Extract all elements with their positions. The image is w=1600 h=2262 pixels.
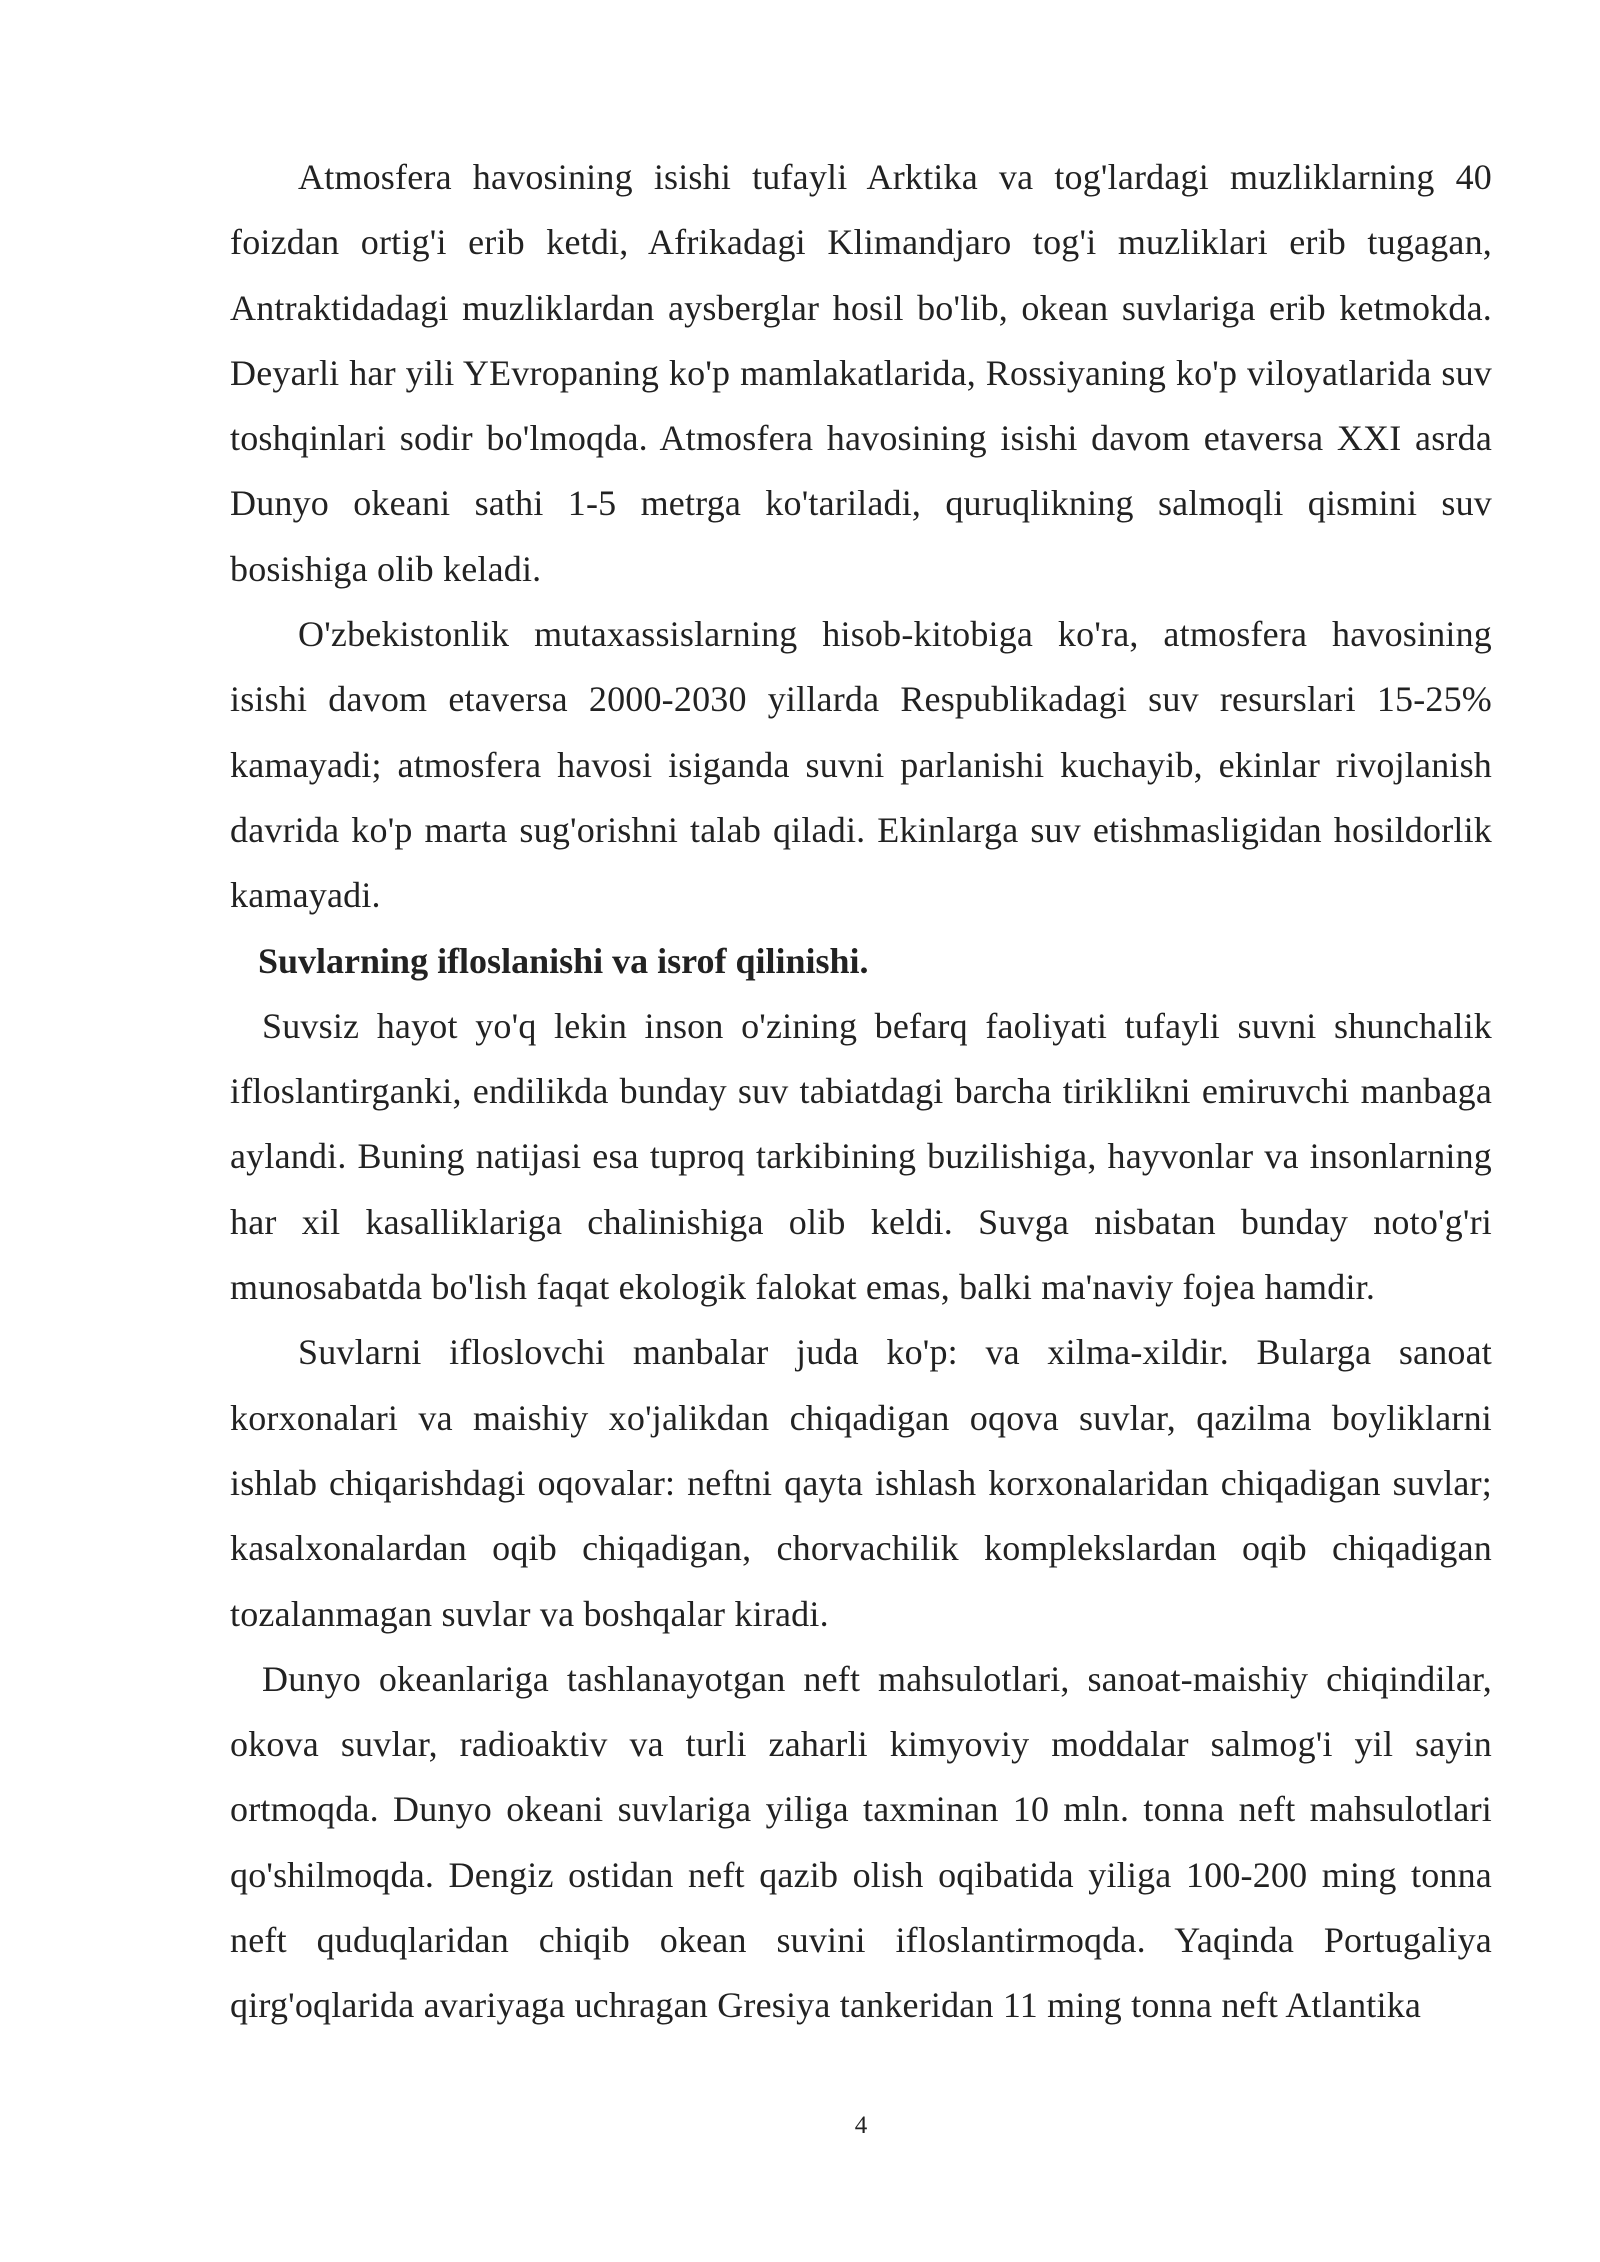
paragraph-uzbek-water-resources: O'zbekistonlik mutaxassislarning hisob-kitobiga ko'ra, atmosfera havosining isishi davom etaversa 2000-2030 yillarda Respublikadagi suv resurslari 15-25% kamayadi; atmosfera havosi isiganda suvni parlanishi kuchayib, ekinlar rivojlanish davrida ko'p marta sug'orishni talab qiladi. Ekinlarga suv etishmasligidan hosildorlik kamayadi.	[230, 614, 1492, 916]
paragraph-pollution-sources: Suvlarni ifloslovchi manbalar juda ko'p: va xilma-xildir. Bularga sanoat korxonalari va maishiy xo'jalikdan chiqadigan oqova suvlar, qazilma boyliklarni ishlab chiqarishdagi oqovalar: neftni qayta ishlash korxonalaridan chiqadigan suvlar; kasalxonalardan oqib chiqadigan, chorvachilik komplekslardan oqib chiqadigan tozalanmagan suvlar va boshqalar kiradi.	[230, 1332, 1492, 1634]
paragraph-water-pollution: Suvsiz hayot yo'q lekin inson o'zining befarq faoliyati tufayli suvni shunchalik ifloslantirganki, endilikda bunday suv tabiatdagi barcha tiriklikni emiruvchi manbaga aylandi. Buning natijasi esa tuproq tarkibining buzilishiga, hayvonlar va insonlarning har xil kasalliklariga chalinishiga olib keldi. Suvga nisbatan bunday noto'g'ri munosabatda bo'lish faqat ekologik falokat emas, balki ma'naviy fojea hamdir.	[230, 1005, 1492, 1308]
section-heading: Suvlarning ifloslanishi va isrof qilinishi.	[258, 940, 869, 981]
page-number: 4	[854, 2112, 868, 2139]
paragraph-climate-glaciers: Atmosfera havosining isishi tufayli Arktika va tog'lardagi muzliklarning 40 foizdan ortig'i erib ketdi, Afrikadagi Klimandjaro tog'i muzliklari erib tugagan, Antraktidadagi muzliklardan aysberglar hosil bo'lib, okean suvlariga erib ketmokda. Deyarli har yili YEvropaning ko'p mamlakatlarida, Rossiyaning ko'p viloyatlarida suv toshqinlari sodir bo'lmoqda. Atmosfera havosining isishi davom etaversa XXI asrda Dunyo okeani sathi 1-5 metrga ko'tariladi, quruqlikning salmoqli qismini suv bosishiga olib keladi.	[230, 157, 1492, 589]
document-body	[230, 145, 1492, 2039]
paragraph-ocean-oil: Dunyo okeanlariga tashlanayotgan neft mahsulotlari, sanoat-maishiy chiqindilar, okova suvlar, radioaktiv va turli zaharli kimyoviy moddalar salmog'i yil sayin ortmoqda. Dunyo okeani suvlariga yiliga taxminan 10 mln. tonna neft mahsulotlari qo'shilmoqda. Dengiz ostidan neft qazib olish oqibatida yiliga 100-200 ming tonna neft quduqlaridan chiqib okean suvini ifloslantirmoqda. Yaqinda Portugaliya qirg'oqlarida avariyaga uchragan Gresiya tankeridan 11 ming tonna neft Atlantika	[230, 1658, 1492, 2026]
